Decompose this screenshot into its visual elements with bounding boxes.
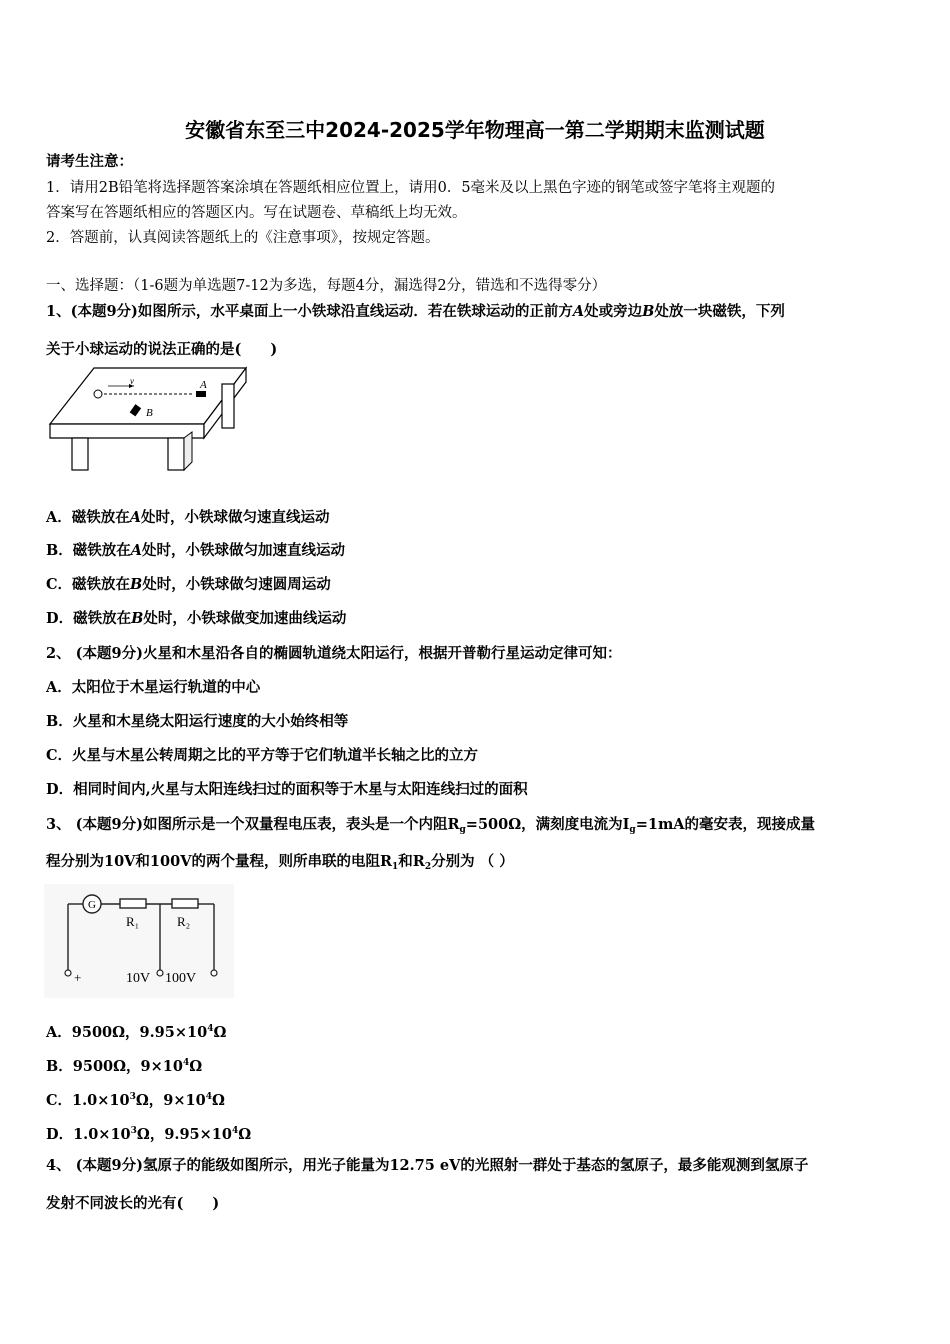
q1-fig-v: v xyxy=(130,376,134,386)
q3-option-c: C．$1.0\times 10^3\Omega$，$9\times 10^4\Omega$ xyxy=(46,1092,225,1109)
q1-stem-line2: 关于小球运动的说法正确的是( ) xyxy=(46,341,278,358)
notice-line-1b: 答案写在答题纸相应的答题区内。写在试题卷、草稿纸上均无效。 xyxy=(46,205,467,221)
q2-option-b: B．火星和木星绕太阳运行速度的大小始终相等 xyxy=(46,713,349,730)
q2-stem: 2、 (本题9分)火星和木星沿各自的椭圆轨道绕太阳运行，根据开普勒行星运动定律可知： xyxy=(46,645,622,662)
q2-option-a: A．太阳位于木星运行轨道的中心 xyxy=(46,679,261,696)
section-heading: 一、选择题：（1-6题为单选题7-12为多选，每题4分，漏选得2分，错选和不选得零分） xyxy=(46,278,607,294)
q3-circuit-figure xyxy=(44,884,234,998)
q2-option-c: C．火星与木星公转周期之比的平方等于它们轨道半长轴之比的立方 xyxy=(46,747,479,764)
q1-fig-A: A xyxy=(200,379,207,391)
notice-line-1a: 1．请用2B铅笔将选择题答案涂填在答题纸相应位置上，请用0．5毫米及以上黑色字迹的钢笔或签字笔将主观题的 xyxy=(46,180,776,196)
q3-option-b: B．9500Ω，$9\times 10^4\Omega$ xyxy=(46,1058,203,1075)
q3-option-a: A．9500Ω，$9.95\times 10^4\Omega$ xyxy=(46,1024,227,1041)
q1-fig-B: B xyxy=(146,407,153,419)
notice-line-2: 2．答题前，认真阅读答题纸上的《注意事项》，按规定答题。 xyxy=(46,230,440,246)
10v-terminal-label: 10V xyxy=(126,971,151,986)
q1-option-d: D．磁铁放在B处时，小铁球做变加速曲线运动 xyxy=(46,610,347,627)
q1-option-a: A．磁铁放在A处时，小铁球做匀速直线运动 xyxy=(46,509,330,526)
q3-stem: 3、 (本题9分)如图所示是一个双量程电压表，表头是一个内阻$R_g=500\Omega$，满刻度电流为$I_g=1mA$的毫安表，现接成量 xyxy=(46,816,816,835)
q2-option-d: D．相同时间内,火星与太阳连线扫过的面积等于木星与太阳连线扫过的面积 xyxy=(46,781,528,798)
q4-stem: 4、 (本题9分)氢原子的能级如图所示，用光子能量为12.75 eV的光照射一群处于基态的氢原子，最多能观测到氢原子 xyxy=(46,1157,809,1174)
q1-option-b: B．磁铁放在A处时，小铁球做匀加速直线运动 xyxy=(46,542,346,559)
r2-label: R₂ xyxy=(177,914,191,929)
notice-heading: 请考生注意： xyxy=(46,153,133,170)
q1-option-c: C．磁铁放在B处时，小铁球做匀速圆周运动 xyxy=(46,576,331,593)
q3-option-d: D．$1.0\times 10^3\Omega$，$9.95\times 10^4\Omega$ xyxy=(46,1126,252,1143)
100v-terminal-label: 100V xyxy=(165,971,197,986)
q1-table-figure xyxy=(44,362,254,474)
q4-stem-line2: 发射不同波长的光有( ) xyxy=(46,1195,220,1212)
page-title: 安徽省东至三中2024-2025学年物理高一第二学期期末监测试题 xyxy=(185,118,765,142)
q3-stem-line2: 程分别为10V和100V的两个量程，则所串联的电阻$R_1$和$R_2$分别为 （ ） xyxy=(46,853,514,872)
q1-stem: 1、(本题9分)如图所示，水平桌面上一小铁球沿直线运动．若在铁球运动的正前方A处或旁边B处放一块磁铁，下列 xyxy=(46,303,785,320)
plus-terminal-label: + xyxy=(74,970,82,985)
r1-label: R₁ xyxy=(126,914,140,929)
galvanometer-label: G xyxy=(88,899,96,911)
